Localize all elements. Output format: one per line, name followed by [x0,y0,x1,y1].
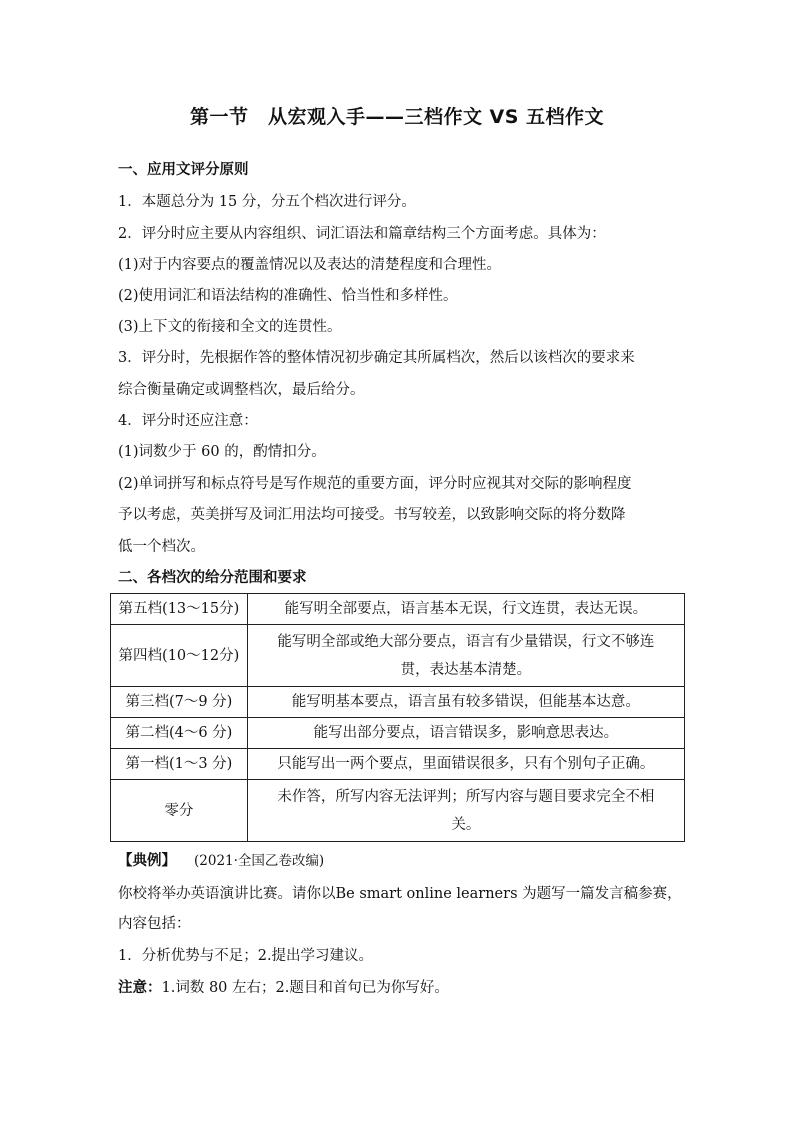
table-row [111,718,685,749]
paragraph-line: 2．评分时应主要从内容组织、词汇语法和篇章结构三个方面考虑。具体为： [118,226,606,242]
table-row [111,625,685,687]
grade-cell: 第三档(7～9 分) [111,687,248,718]
example-line: 内容包括： [118,916,191,932]
note-text: 1.词数 80 左右；2.题目和首句已为你写好。 [161,980,449,996]
example-source: (2021·全国乙卷改编) [194,853,325,869]
requirement-cell [247,687,684,718]
requirement-line: 能写明全部要点，语言基本无误，行文连贯，表达无误。 [284,601,648,617]
paragraph-line: (3)上下文的衔接和全文的连贯性。 [118,319,342,335]
example-line: 1．分析优势与不足；2.提出学习建议。 [118,948,374,964]
requirement-line: 贯，表达基本清楚。 [400,661,532,678]
table-row [111,780,685,842]
example-header [118,851,324,871]
example-tag: 【典例】 [118,853,176,869]
paragraph-line: (1)对于内容要点的覆盖情况以及表达的清楚程度和合理性。 [118,257,502,273]
section-heading-scoring-principles: 一、应用文评分原则 [118,162,249,178]
paragraph-line: 低一个档次。 [118,539,205,555]
grade-cell: 零分 [111,780,248,842]
paragraph-line: (2)单词拼写和标点符号是写作规范的重要方面，评分时应视其对交际的影响程度 [118,476,632,492]
grade-cell: 第五档(13～15分) [111,594,248,625]
requirement-cell [247,749,684,780]
requirement-cell [247,780,684,842]
requirement-cell [247,625,684,687]
paragraph-line: 4．评分时还应注意： [118,413,258,429]
requirement-line: 只能写出一两个要点，里面错误很多，只有个别句子正确。 [277,756,655,772]
note-label: 注意： [118,980,162,996]
requirement-line: 能写明全部或绝大部分要点，语言有少量错误，行文不够连 [277,633,655,650]
requirement-cell [247,594,684,625]
grade-cell: 第四档(10～12分) [111,625,248,687]
paragraph-line: 予以考虑，英美拼写及词汇用法均可接受。书写较差，以致影响交际的将分数降 [118,507,626,523]
paragraph-line: (1)词数少于 60 的，酌情扣分。 [118,444,326,460]
table-row [111,749,685,780]
paragraph-line: 1．本题总分为 15 分，分五个档次进行评分。 [118,194,416,210]
page-title: 第一节 从宏观入手——三档作文 VS 五档作文 [189,106,605,128]
paragraph-line: 3．评分时，先根据作答的整体情况初步确定其所属档次，然后以该档次的要求来 [118,350,635,366]
section-heading-grade-levels: 二、各档次的给分范围和要求 [118,570,307,586]
table-row [111,594,685,625]
paragraph-line: (2)使用词汇和语法结构的准确性、恰当性和多样性。 [118,288,458,304]
table-row [111,687,685,718]
grade-table [110,593,685,842]
grade-cell: 第一档(1～3 分) [111,749,248,780]
grade-cell: 第二档(4～6 分) [111,718,248,749]
requirement-line: 能写明基本要点，语言虽有较多错误，但能基本达意。 [291,694,640,710]
requirement-line: 未作答，所写内容无法评判；所写内容与题目要求完全不相 [277,788,655,805]
requirement-line: 关。 [451,816,481,833]
example-line: 你校将举办英语演讲比赛。请你以Be smart online learners 为题写一篇发言稿参赛， [118,886,682,902]
paragraph-line: 综合衡量确定或调整档次，最后给分。 [118,382,365,398]
example-note [118,978,449,998]
requirement-cell [247,718,684,749]
requirement-line: 能写出部分要点，语言错误多，影响意思表达。 [313,725,619,741]
